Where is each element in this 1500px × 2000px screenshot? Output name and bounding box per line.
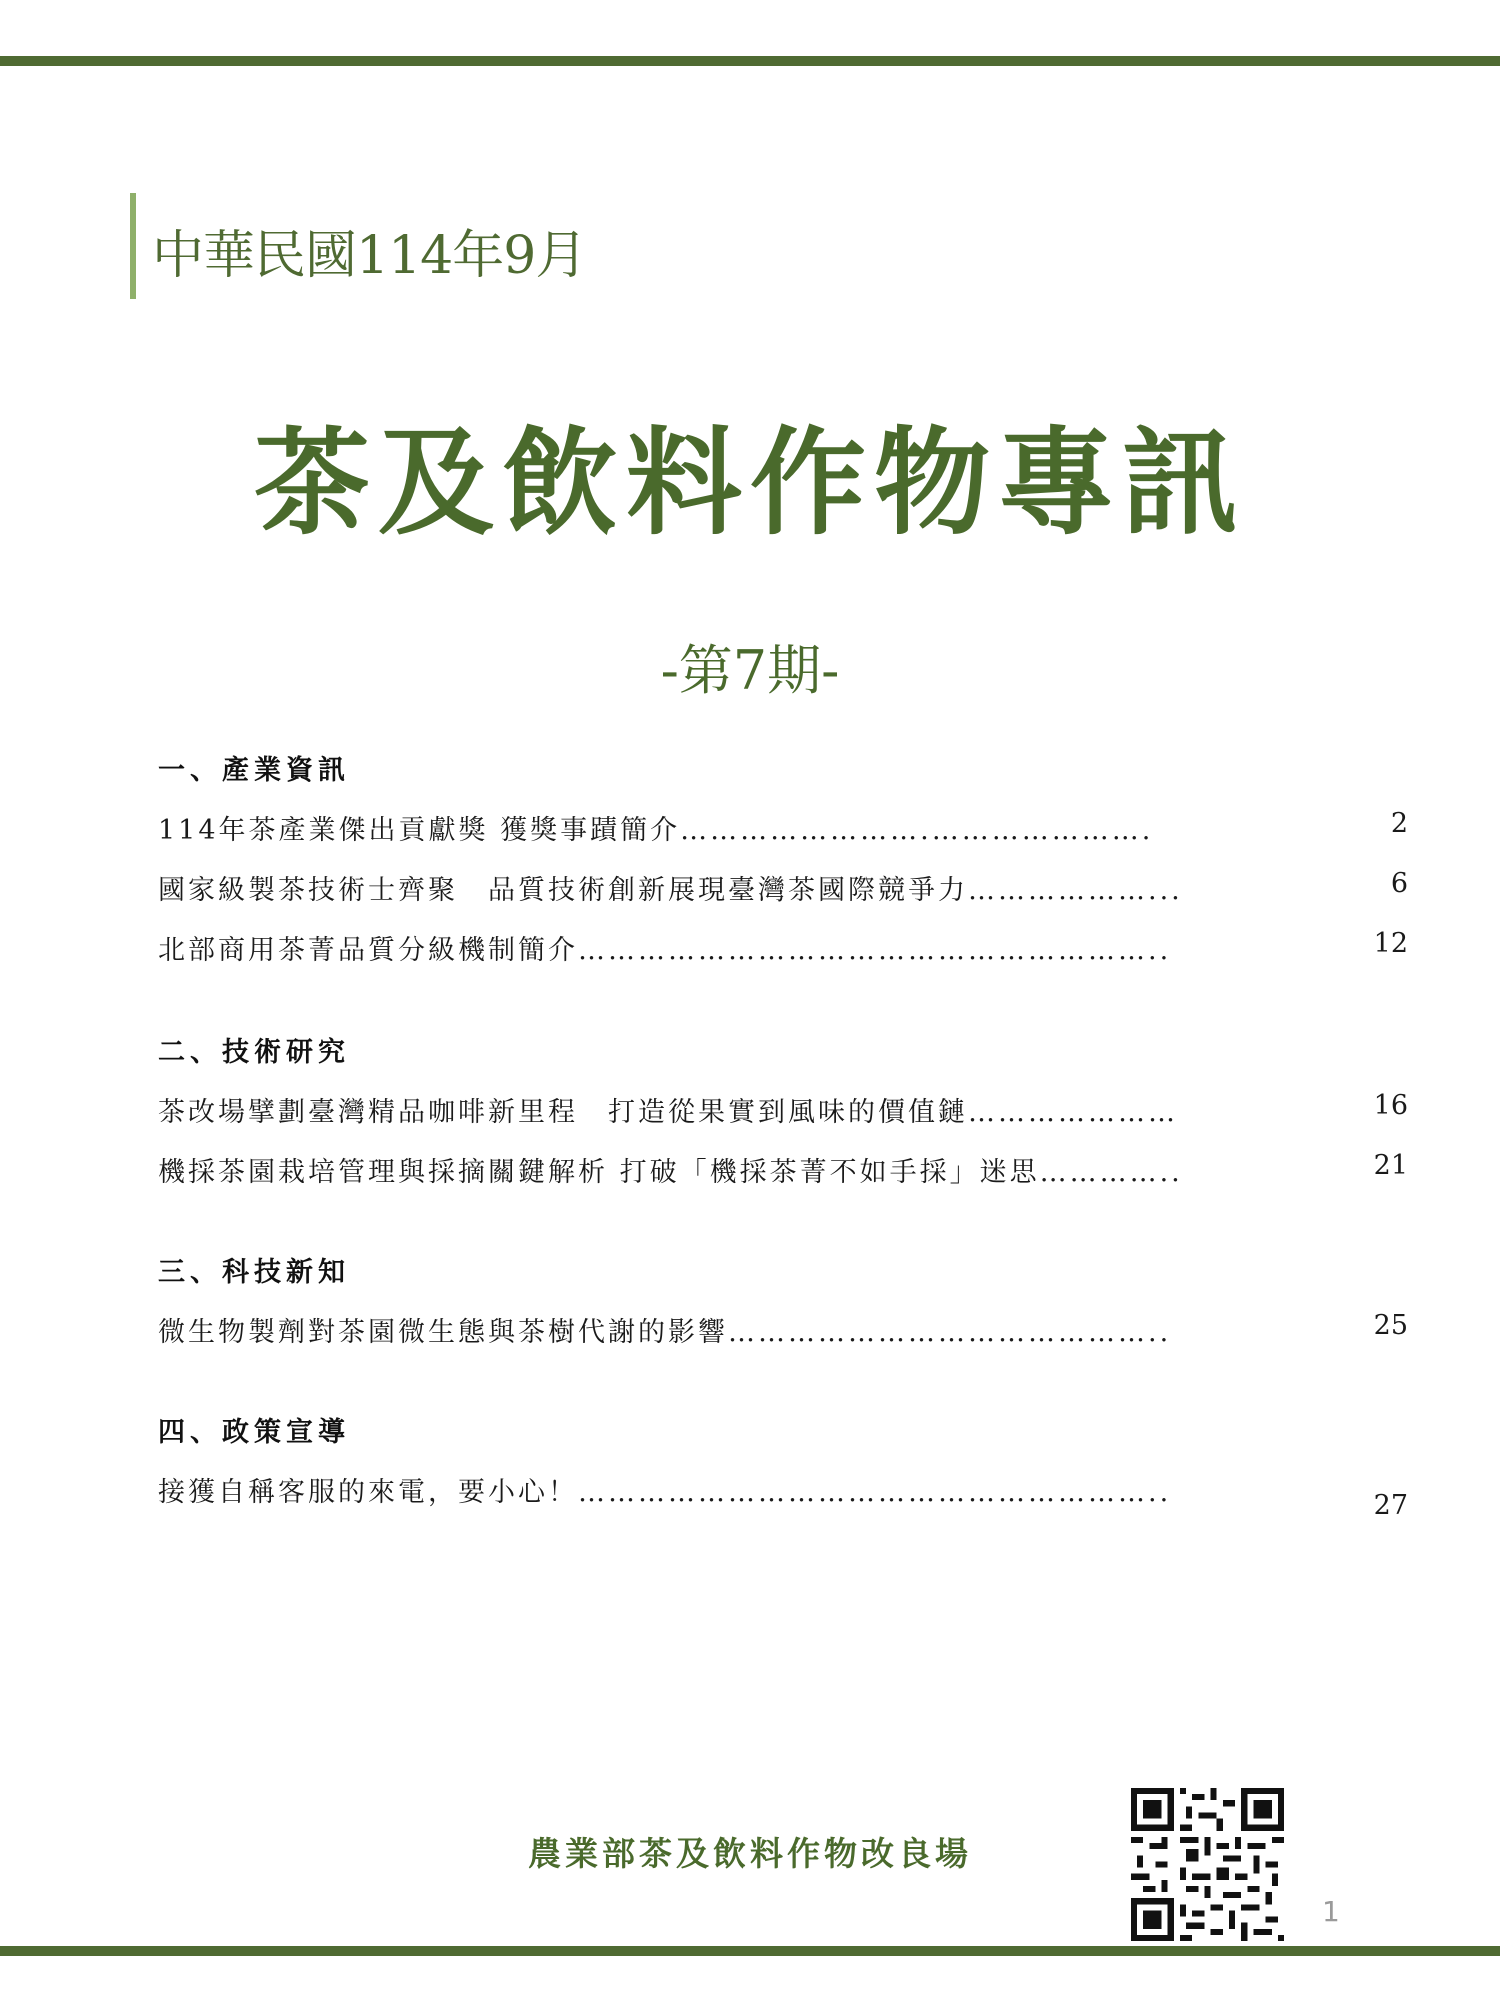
publisher-name: 農業部茶及飲料作物改良場 [528,1834,972,1873]
toc-entry-page: 12 [1373,928,1408,959]
newsletter-title: 茶及飲料作物專訊 [254,416,1246,551]
issue-number: -第7期- [660,639,840,702]
toc-entry[interactable] [158,868,1408,908]
toc-entry-page: 16 [1373,1090,1408,1121]
toc-entry-title: 國家級製茶技術士齊聚 品質技術創新展現臺灣茶國際競爭力………………... [158,875,1183,906]
toc-entry[interactable] [158,1470,1408,1521]
toc-entry-title: 北部商用茶菁品質分級機制簡介………………………………………………….. [158,935,1172,966]
section-heading-research: 二、技術研究 [158,1037,350,1068]
toc-entry-page: 21 [1373,1150,1408,1181]
page-number: 1 [1322,1895,1340,1928]
toc-entry[interactable] [158,1310,1408,1350]
toc-entry-title: 機採茶園栽培管理與採摘關鍵解析 打破「機採茶菁不如手採」迷思………….. [158,1157,1183,1188]
section-heading-policy: 四、政策宣導 [158,1417,350,1448]
toc-entry-title: 微生物製劑對茶園微生態與茶樹代謝的影響…………………………………….. [158,1317,1172,1348]
toc-entry-title: 茶改場擘劃臺灣精品咖啡新里程 打造從果實到風味的價值鏈………………… [158,1097,1178,1128]
toc-entry[interactable] [158,808,1408,848]
top-rule [0,56,1500,66]
toc-entry[interactable] [158,1090,1408,1130]
toc-entry[interactable] [158,928,1408,968]
toc-entry-page: 6 [1390,868,1408,899]
toc-entry[interactable] [158,1150,1408,1190]
toc-entry-page: 25 [1373,1310,1408,1341]
section-heading-industry: 一、產業資訊 [158,755,350,786]
bottom-rule [0,1946,1500,1956]
toc-entry-page: 27 [1373,1490,1408,1521]
qr-code-icon[interactable] [1131,1788,1284,1941]
toc-entry-page: 2 [1390,808,1408,839]
section-heading-science: 三、科技新知 [158,1257,350,1288]
publication-date: 中華民國114年9月 [152,226,587,286]
date-accent-bar [130,193,136,299]
toc-entry-title: 接獲自稱客服的來電，要小心！………………………………………………….. [158,1477,1172,1508]
toc-entry-title: 114年茶產業傑出貢獻獎 獲獎事蹟簡介…………………….…………………. [158,815,1154,846]
